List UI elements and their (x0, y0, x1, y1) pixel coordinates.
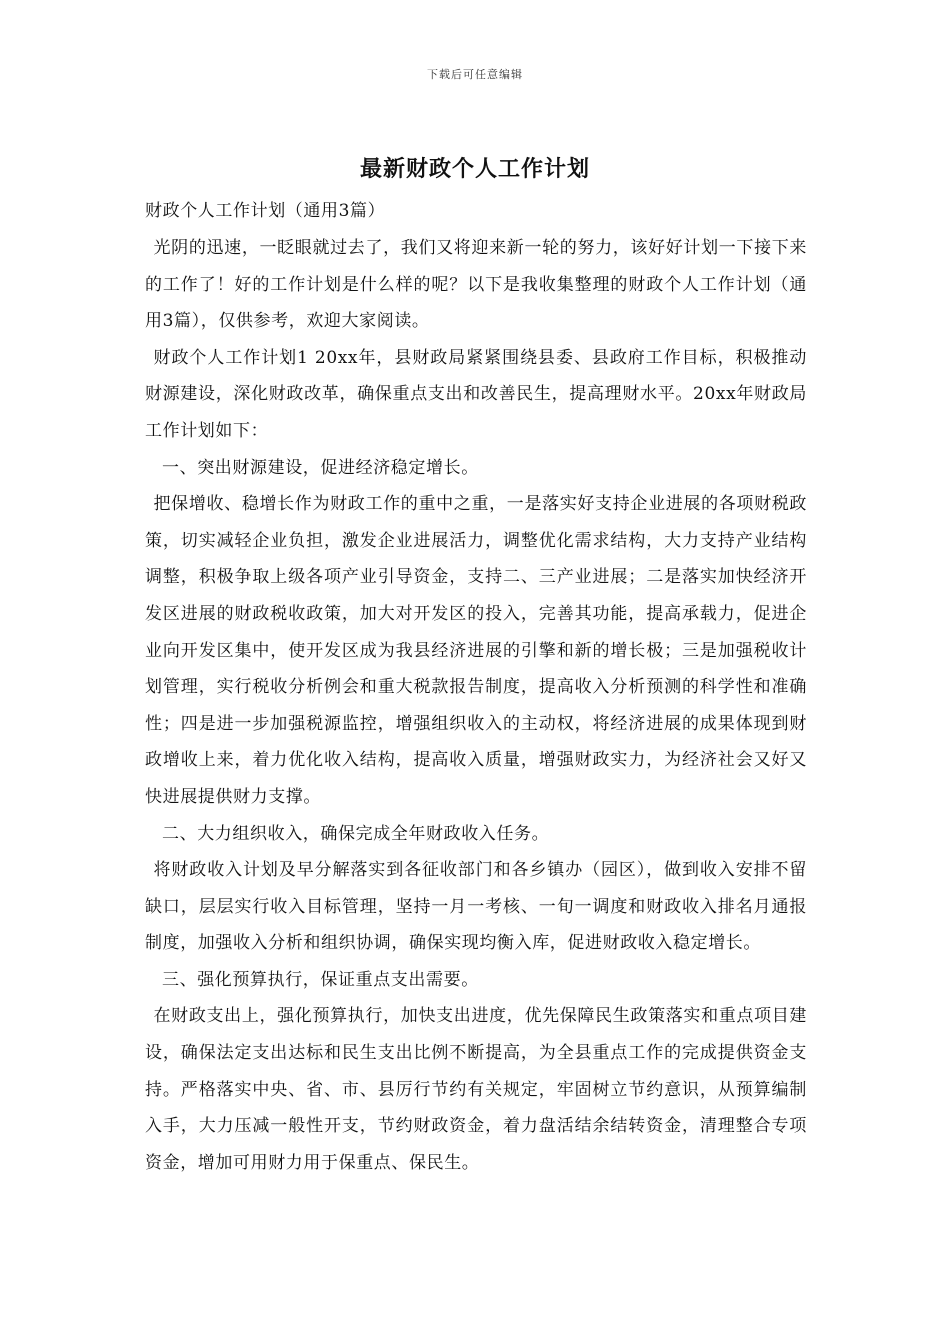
section-2-paragraph: 将财政收入计划及早分解落实到各征收部门和各乡镇办（园区），做到收入安排不留缺口，层层实行收入目标管理，坚持一月一考核、一旬一调度和财政收入排名月通报制度，加强收入分析和组织协调，确保实现均衡入库，促进财政收入稳定增长。 (145, 860, 807, 954)
document-subtitle: 财政个人工作计划（通用3篇） (145, 201, 386, 221)
section-heading-3: 三、强化预算执行，保证重点支出需要。 (162, 969, 479, 990)
intro-paragraph: 光阴的迅速，一眨眼就过去了，我们又将迎来新一轮的努力，该好好计划一下接下来的工作了！好的工作计划是什么样的呢？以下是我收集整理的财政个人工作计划（通用3篇），仅供参考，欢迎大家阅读。 (145, 238, 807, 332)
section-3-paragraph: 在财政支出上，强化预算执行，加快支出进度，优先保障民生政策落实和重点项目建设，确保法定支出达标和民生支出比例不断提高，为全县重点工作的完成提供资金支持。严格落实中央、省、市、县厉行节约有关规定，牢固树立节约意识，从预算编制入手，大力压减一般性开支，节约财政资金，着力盘活结余结转资金，清理整合专项资金，增加可用财力用于保重点、保民生。 (145, 1006, 807, 1173)
plan-1-opening-paragraph: 财政个人工作计划1 20xx年，县财政局紧紧围绕县委、县政府工作目标，积极推动财源建设，深化财政改革，确保重点支出和改善民生，提高理财水平。20xx年财政局工作计划如下： (145, 347, 807, 441)
section-1-paragraph: 把保增收、稳增长作为财政工作的重中之重，一是落实好支持企业进展的各项财税政策，切实减轻企业负担，激发企业进展活力，调整优化需求结构，大力支持产业结构调整，积极争取上级各项产业引导资金，支持二、三产业进展；二是落实加快经济开发区进展的财政税收政策，加大对开发区的投入，完善其功能，提高承载力，促进企业向开发区集中，使开发区成为我县经济进展的引擎和新的增长极；三是加强税收计划管理，实行税收分析例会和重大税款报告制度，提高收入分析预测的科学性和准确性；四是进一步加强税源监控，增强组织收入的主动权，将经济进展的成果体现到财政增收上来，着力优化收入结构，提高收入质量，增强财政实力，为经济社会又好又快进展提供财力支撑。 (145, 494, 807, 807)
document-body (145, 198, 807, 1181)
section-heading-1: 一、突出财源建设，促进经济稳定增长。 (162, 457, 479, 478)
section-heading-2: 二、大力组织收入，确保完成全年财政收入任务。 (162, 823, 550, 844)
header-note: 下载后可任意编辑 (427, 68, 523, 81)
document-title: 最新财政个人工作计划 (359, 156, 590, 182)
